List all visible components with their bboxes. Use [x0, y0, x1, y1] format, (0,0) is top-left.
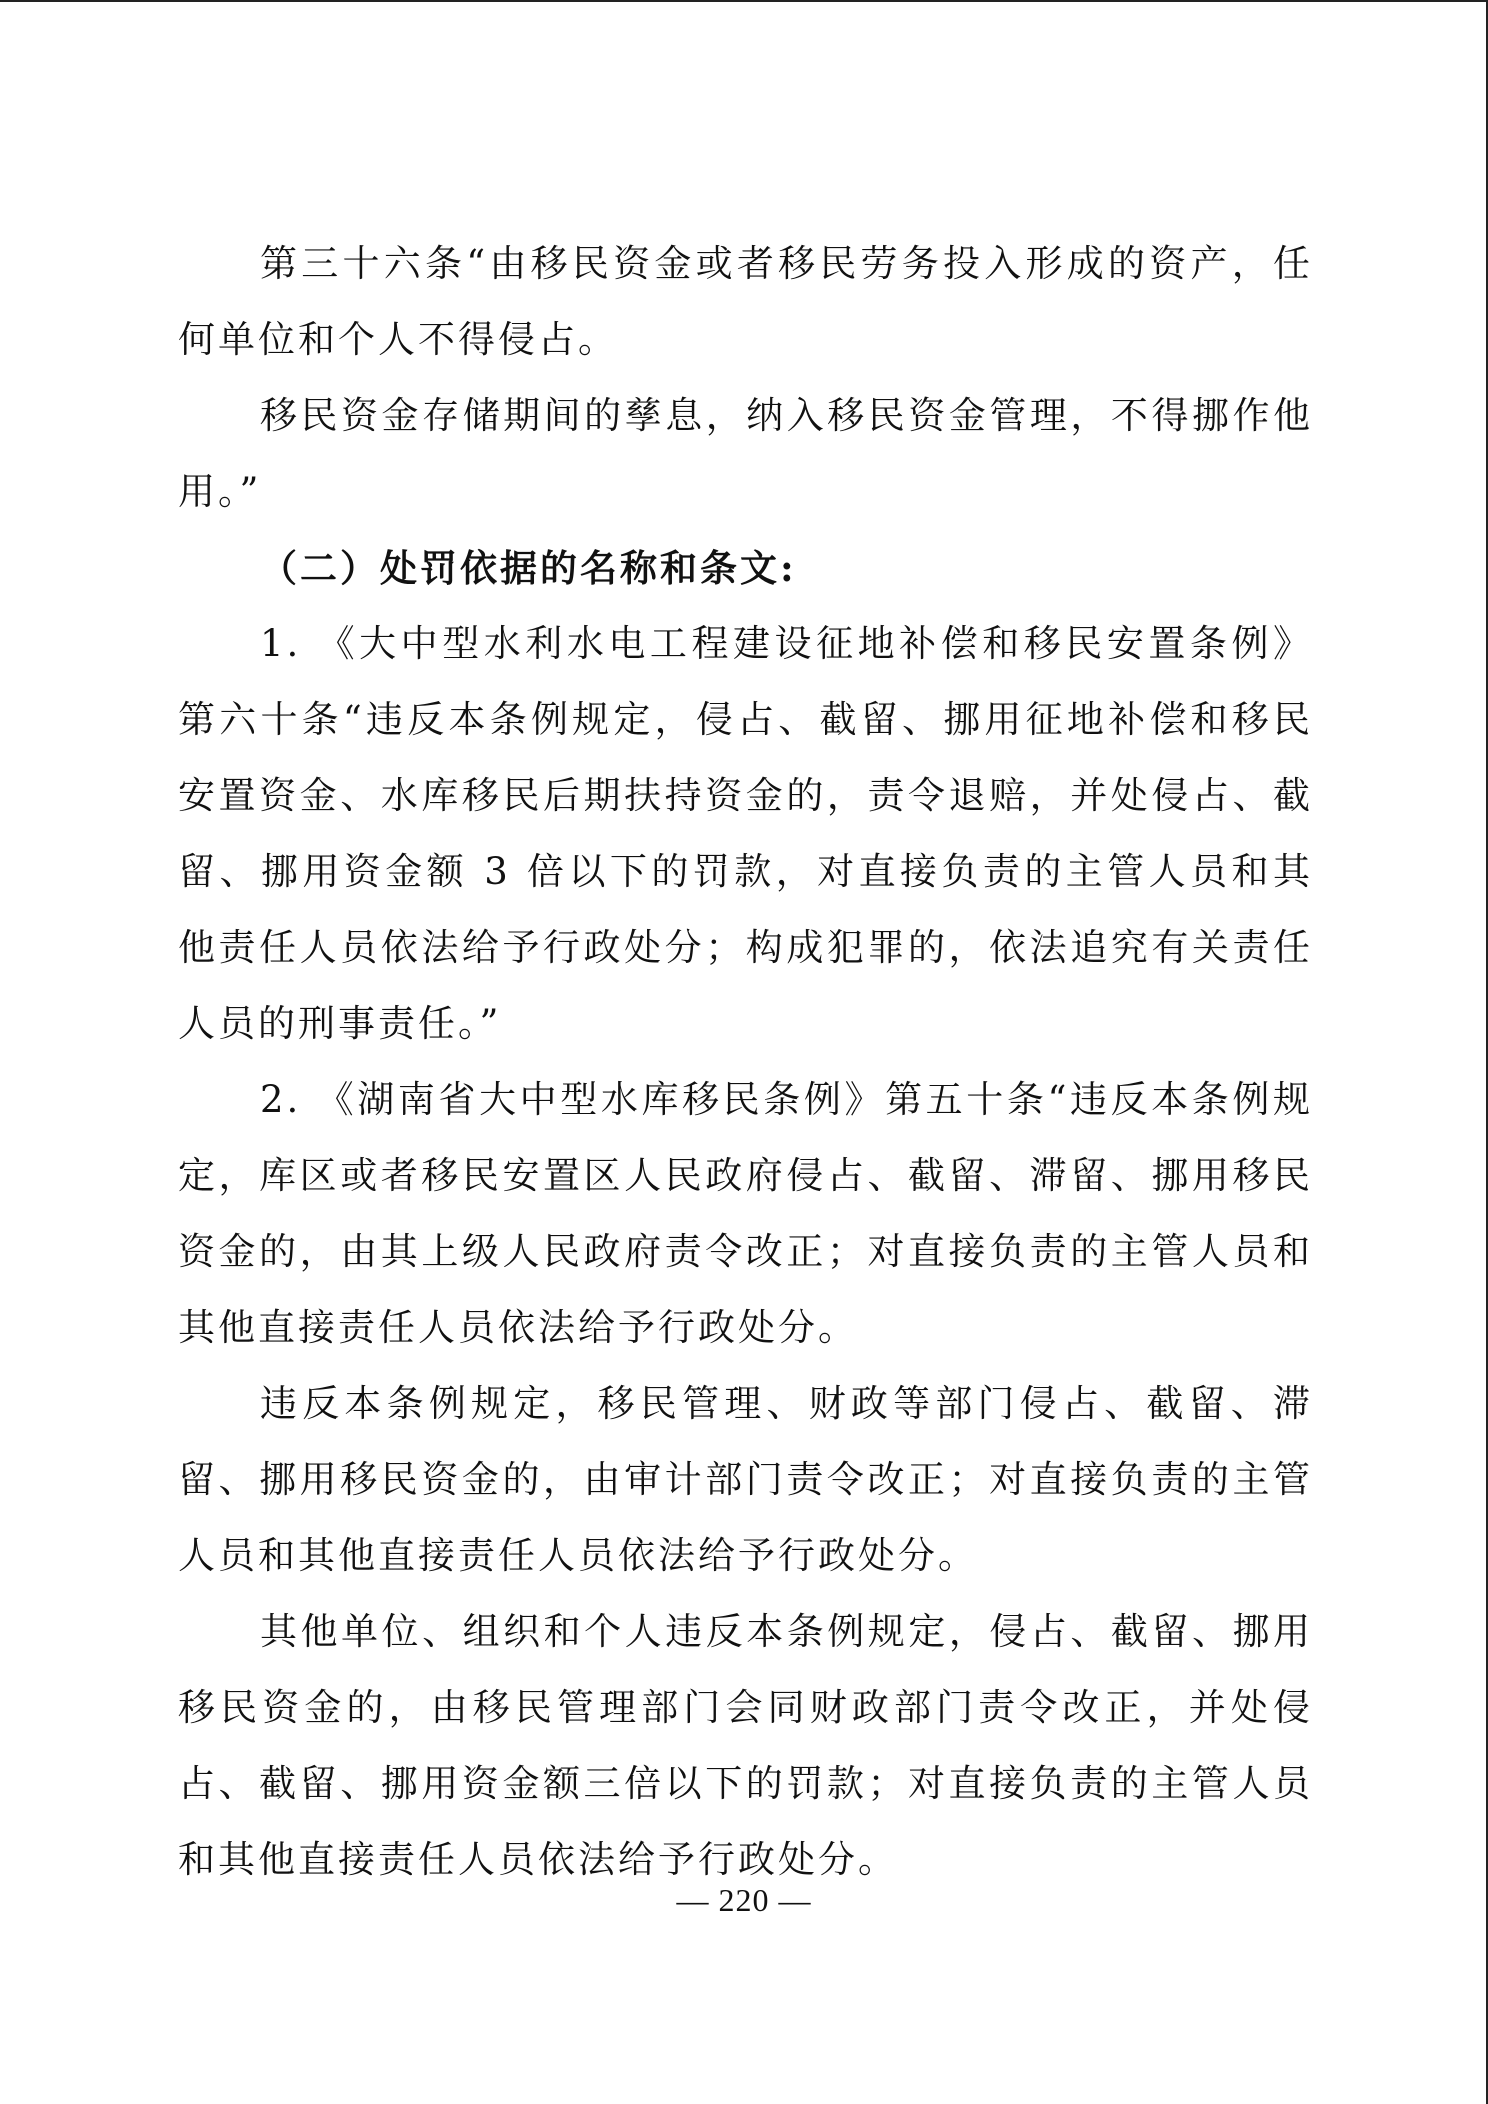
paragraph-interest: 移民资金存储期间的孳息，纳入移民资金管理，不得挪作他用。”	[178, 394, 1313, 513]
paragraph-other-units: 其他单位、组织和个人违反本条例规定，侵占、截留、挪用移民资金的，由移民管理部门会同财政部门责令改正，并处侵占、截留、挪用资金额三倍以下的罚款；对直接负责的主管人员和其他直接责任人员依法给予行政处分。	[178, 1610, 1313, 1881]
paragraph-departments: 违反本条例规定，移民管理、财政等部门侵占、截留、滞留、挪用移民资金的，由审计部门责令改正；对直接负责的主管人员和其他直接责任人员依法给予行政处分。	[178, 1382, 1313, 1577]
paragraph-regulation-article-60: 1. 《大中型水利水电工程建设征地补偿和移民安置条例》第六十条“违反本条例规定，侵占、截留、挪用征地补偿和移民安置资金、水库移民后期扶持资金的，责令退赔，并处侵占、截留、挪用资金额 3 倍以下的罚款，对直接负责的主管人员和其他责任人员依法给予行政处分；构成犯罪的，依法追究有关责任人员的刑事责任。”	[178, 622, 1313, 1045]
paragraph-article-36: 第三十六条“由移民资金或者移民劳务投入形成的资产，任何单位和个人不得侵占。	[178, 242, 1313, 361]
page-number: — 220 —	[676, 1882, 812, 1918]
section-heading: （二）处罚依据的名称和条文:	[260, 546, 797, 590]
paragraph-hunan-article-50: 2. 《湖南省大中型水库移民条例》第五十条“违反本条例规定，库区或者移民安置区人民政府侵占、截留、滞留、挪用移民资金的，由其上级人民政府责令改正；对直接负责的主管人员和其他直接责任人员依法给予行政处分。	[178, 1078, 1313, 1349]
document-body	[178, 226, 1313, 1898]
